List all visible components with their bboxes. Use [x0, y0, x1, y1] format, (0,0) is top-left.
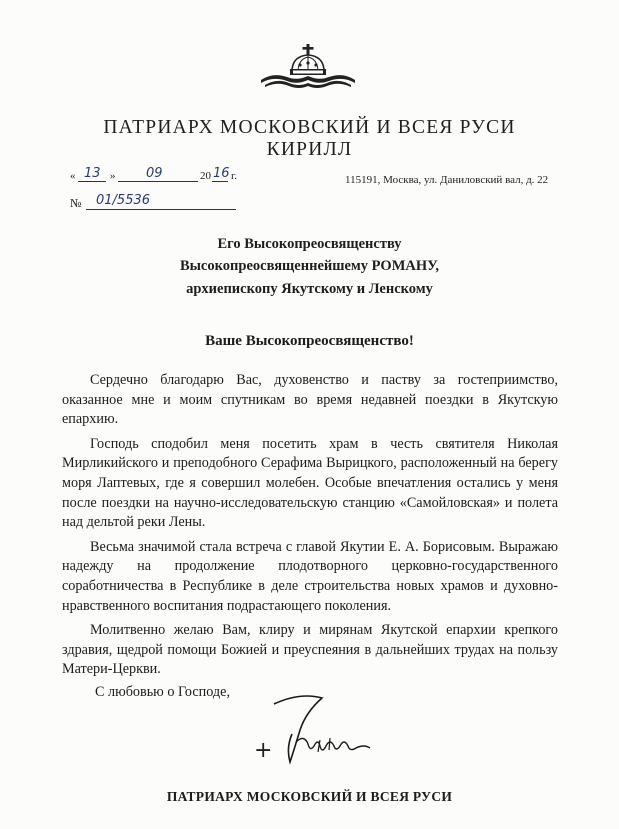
date-year-written: 16 — [213, 166, 230, 181]
salutation: Ваше Высокопреосвященство! — [205, 333, 414, 349]
signature-cross: + — [254, 738, 273, 763]
body-paragraph: Весьма значимой стала встреча с главой Якутии Е. А. Борисовым. Выражаю надежду на продолжение плодотворного церковно-государственного соработничества в Республике в деле строительства новых храмов и духовно-нравственного воспитания подрастающего поколения. — [62, 538, 558, 614]
date-year-line — [212, 181, 228, 182]
letterhead-title: ПАТРИАРХ МОСКОВСКИЙ И ВСЕЯ РУСИ — [103, 117, 516, 138]
date-close-quote: » — [110, 170, 116, 182]
patriarchal-crown-emblem-icon — [259, 44, 357, 90]
footer-title: ПАТРИАРХ МОСКОВСКИЙ И ВСЕЯ РУСИ — [166, 789, 453, 804]
body-paragraph: Господь сподобил меня посетить храм в честь святителя Николая Мирликийского и преподобного Серафима Вырицкого, расположенный на берегу моря Лаптевых, где я совершил молебен. Особые впечатления остались у меня после поездки на научно-исследовательскую станцию «Самойловская» и полета над дельтой реки Лены. — [62, 435, 558, 531]
document-number — [70, 193, 240, 213]
date-month-line — [118, 181, 198, 182]
date-open-quote: « — [70, 170, 76, 182]
number-value: 01/5536 — [96, 193, 151, 208]
date-day: 13 — [84, 166, 101, 181]
addressee-line-2: Высокопреосвященнейшему РОМАНУ, — [179, 258, 440, 274]
number-line — [86, 209, 236, 210]
number-label: № — [70, 196, 82, 210]
date-suffix: г. — [231, 170, 238, 182]
closing-phrase: С любовью о Господе, — [95, 684, 230, 700]
date-field — [70, 168, 260, 188]
handwritten-signature — [260, 690, 380, 770]
date-year-printed: 20 — [200, 170, 211, 182]
addressee-line-1: Его Высокопреосвященству — [217, 236, 402, 252]
sender-address: 115191, Москва, ул. Даниловский вал, д. 22 — [345, 174, 549, 186]
addressee-line-3: архиепископу Якутскому и Ленскому — [186, 281, 433, 297]
date-month: 09 — [146, 166, 163, 181]
letter-body — [62, 371, 558, 685]
date-day-line — [78, 181, 106, 182]
body-paragraph: Сердечно благодарю Вас, духовенство и паству за гостеприимство, оказанное мне и моим спутникам во время недавней поездки в Якутскую епархию. — [62, 372, 558, 428]
body-paragraph: Молитвенно желаю Вам, клиру и мирянам Якутской епархии крепкого здравия, щедрой помощи Божией и преуспеяния в дальнейших трудах на пользу Матери-Церкви. — [62, 622, 558, 678]
letterhead-name: КИРИЛЛ — [266, 139, 353, 160]
